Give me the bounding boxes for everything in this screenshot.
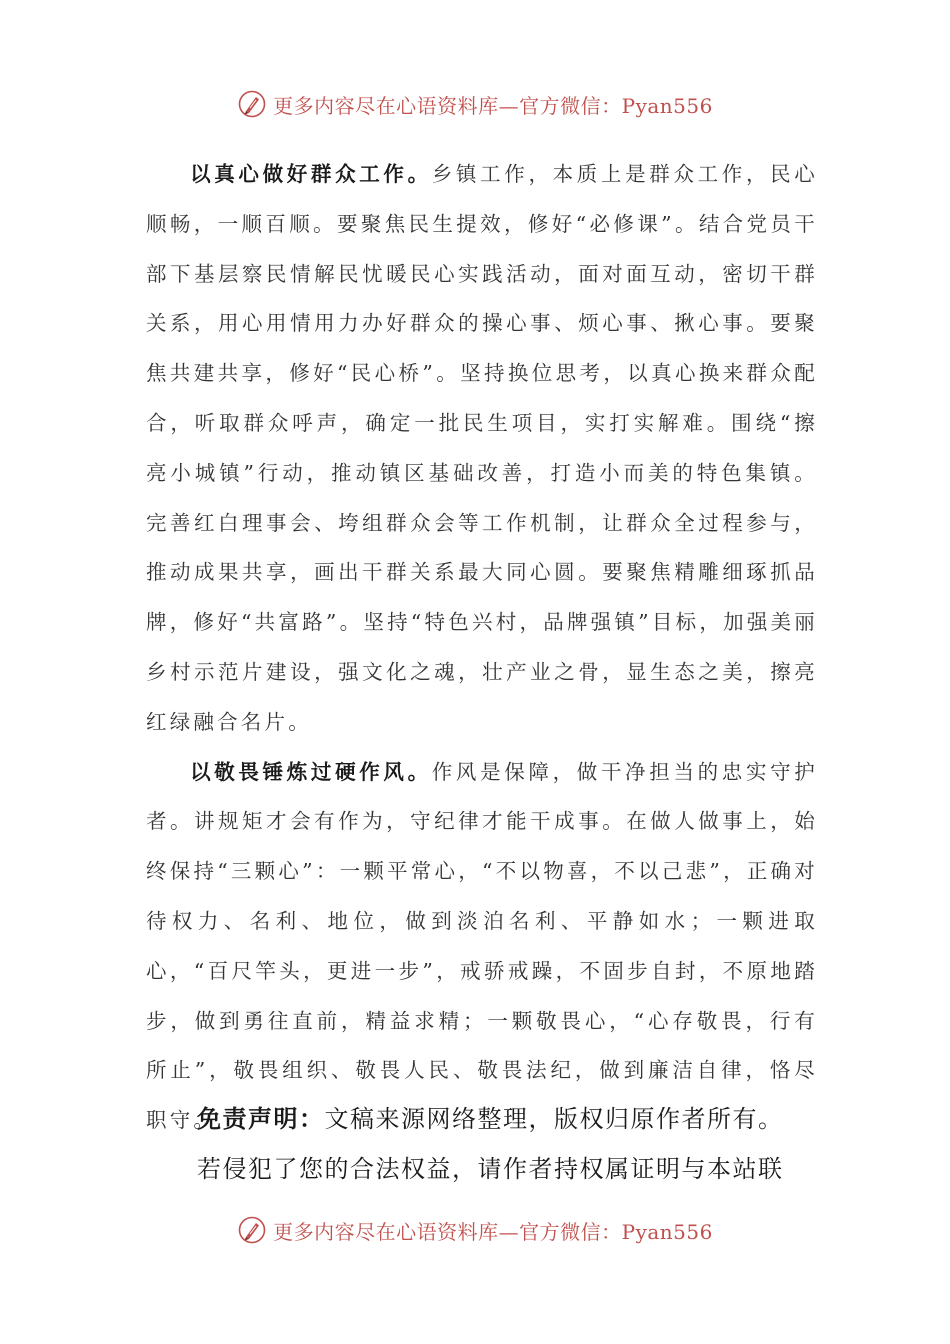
disclaimer-label: 免责声明：	[197, 1105, 325, 1133]
disclaimer-line-1	[197, 1094, 837, 1144]
document-body	[146, 150, 818, 1146]
banner-text: 更多内容尽在心语资料库—官方微信：Pyan556	[273, 93, 713, 118]
paragraph-1	[146, 150, 818, 748]
paragraph-1-text: 乡镇工作，本质上是群众工作，民心顺畅，一顺百顺。要聚焦民生提效，修好“必修课”。结合党员干部下基层察民情解民忧暖民心实践活动，面对面互动，密切干群关系，用心用情用力办好群众的操心事、烦心事、揪心事。要聚焦共建共享，修好“民心桥”。坚持换位思考，以真心换来群众配合，听取群众呼声，确定一批民生项目，实打实解难。围绕“擦亮小城镇”行动，推动镇区基础改善，打造小而美的特色集镇。完善红白理事会、垮组群众会等工作机制，让群众全过程参与，推动成果共享，画出干群关系最大同心圆。要聚焦精雕细琢抓品牌，修好“共富路”。坚持“特色兴村，品牌强镇”目标，加强美丽乡村示范片建设，强文化之魂，壮产业之骨，显生态之美，擦亮红绿融合名片。	[146, 162, 819, 734]
banner-text: 更多内容尽在心语资料库—官方微信：Pyan556	[273, 1219, 713, 1244]
paragraph-1-lead: 以真心做好群众工作。	[190, 162, 432, 186]
paragraph-2-text: 作风是保障，做干净担当的忠实守护者。讲规矩才会有作为，守纪律才能干成事。在做人做事上，始终保持“三颗心”：一颗平常心，“不以物喜，不以己悲”，正确对待权力、名利、地位，做到淡泊名利、平静如水；一颗进取心，“百尺竿头，更进一步”，戒骄戒躁，不固步自封，不原地踏步，做到勇往直前，精益求精；一颗敬畏心，“心存敬畏，行有所止”，敬畏组织、敬畏人民、敬畏法纪，做到廉洁自律，恪尽职守。	[146, 759, 819, 1133]
pen-nib-logo-icon	[237, 1215, 267, 1245]
pen-nib-logo-icon	[237, 89, 267, 119]
disclaimer-line-2: 若侵犯了您的合法权益，请作者持权属证明与本站联	[197, 1155, 784, 1183]
footer-banner	[0, 1210, 950, 1250]
header-banner	[0, 84, 950, 124]
paragraph-2-lead: 以敬畏锤炼过硬作风。	[190, 759, 432, 784]
disclaimer	[197, 1094, 837, 1194]
paragraph-2	[146, 748, 818, 1146]
disclaimer-text-1: 文稿来源网络整理，版权归原作者所有。	[324, 1105, 784, 1133]
